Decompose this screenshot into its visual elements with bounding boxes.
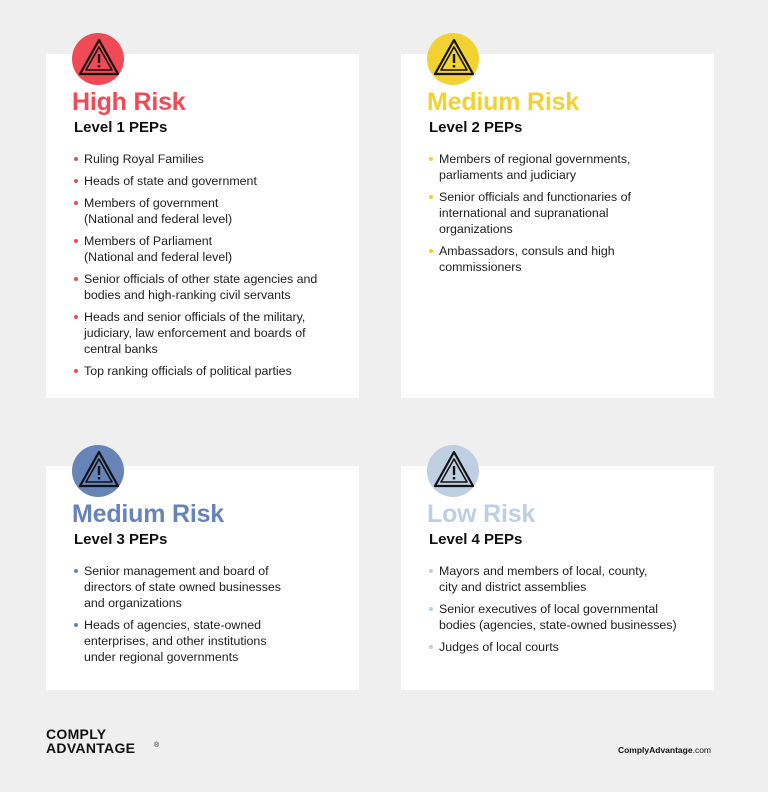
warning-triangle-icon bbox=[77, 449, 121, 489]
list-item: Senior officials of other state agencies and bodies and high-ranking civil servants bbox=[74, 271, 344, 303]
card-subtitle: Level 1 PEPs bbox=[74, 119, 168, 136]
medium-risk-badge bbox=[427, 33, 479, 85]
list-item: Senior officials and functionaries of international and supranational organizations bbox=[429, 189, 699, 237]
card-subtitle: Level 2 PEPs bbox=[429, 119, 523, 136]
card-subtitle: Level 4 PEPs bbox=[429, 531, 523, 548]
medium-risk-level3-card bbox=[46, 466, 359, 690]
warning-triangle-icon bbox=[77, 37, 121, 77]
pep-list bbox=[429, 151, 699, 281]
pep-list bbox=[429, 563, 699, 661]
list-item: Top ranking officials of political parties bbox=[74, 363, 344, 379]
warning-triangle-icon bbox=[432, 37, 476, 77]
list-item: Heads of agencies, state-owned enterprises, and other institutions under regional governments bbox=[74, 617, 344, 665]
list-item: Judges of local courts bbox=[429, 639, 699, 655]
card-subtitle: Level 3 PEPs bbox=[74, 531, 168, 548]
list-item: Members of government (National and federal level) bbox=[74, 195, 344, 227]
website-tld: .com bbox=[692, 745, 711, 755]
website-url bbox=[618, 745, 711, 755]
medium-risk-badge bbox=[72, 445, 124, 497]
pep-list bbox=[74, 563, 344, 671]
registered-mark: ® bbox=[154, 742, 160, 749]
list-item: Members of Parliament (National and federal level) bbox=[74, 233, 344, 265]
logo-line-2: ADVANTAGE bbox=[46, 740, 136, 756]
card-title: Low Risk bbox=[427, 500, 536, 528]
list-item: Ambassadors, consuls and high commissioners bbox=[429, 243, 699, 275]
list-item: Heads of state and government bbox=[74, 173, 344, 189]
high-risk-card bbox=[46, 54, 359, 398]
list-item: Heads and senior officials of the military, judiciary, law enforcement and boards of central banks bbox=[74, 309, 344, 357]
logo-line-1: COMPLY bbox=[46, 726, 107, 742]
list-item: Mayors and members of local, county, city and district assemblies bbox=[429, 563, 699, 595]
warning-triangle-icon bbox=[432, 449, 476, 489]
list-item: Members of regional governments, parliaments and judiciary bbox=[429, 151, 699, 183]
website-name: ComplyAdvantage bbox=[617, 745, 693, 755]
card-title: High Risk bbox=[72, 88, 186, 116]
medium-risk-level2-card bbox=[401, 54, 714, 398]
low-risk-card bbox=[401, 466, 714, 690]
list-item: Senior executives of local governmental bodies (agencies, state-owned businesses) bbox=[429, 601, 699, 633]
list-item: Ruling Royal Families bbox=[74, 151, 344, 167]
high-risk-badge bbox=[72, 33, 124, 85]
comply-advantage-logo bbox=[46, 726, 160, 756]
list-item: Senior management and board of directors of state owned businesses and organizations bbox=[74, 563, 344, 611]
card-title: Medium Risk bbox=[427, 88, 579, 116]
card-title: Medium Risk bbox=[72, 500, 224, 528]
pep-list bbox=[74, 151, 344, 385]
low-risk-badge bbox=[427, 445, 479, 497]
